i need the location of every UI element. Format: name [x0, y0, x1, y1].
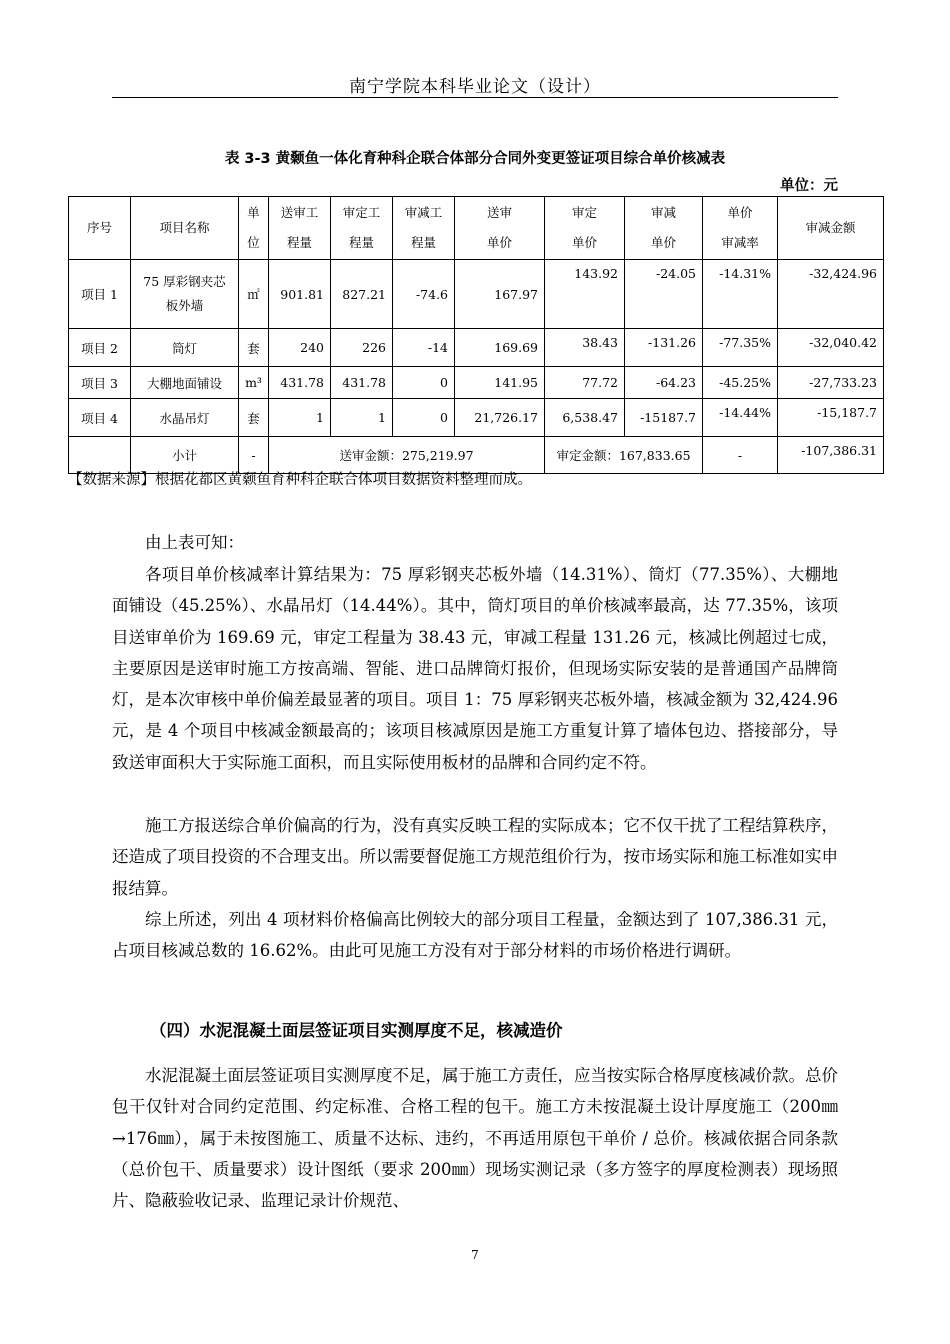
body-paragraph: 施工方报送综合单价偏高的行为，没有真实反映工程的实际成本；它不仅干扰了工程结算秩序，还造成了项目投资的不合理支出。所以需要督促施工方规范组价行为，按市场实际和施工标准如实申报结算。 — [112, 816, 838, 898]
subtotal-unit: - — [239, 437, 269, 474]
table-row — [69, 260, 884, 329]
cell-seq: 项目 4 — [69, 399, 131, 437]
data-source-note: 【数据来源】根据花都区黄颡鱼育种科企联合体项目数据资料整理而成。 — [68, 472, 532, 488]
table-row — [69, 329, 884, 367]
table-caption: 表 3-3 黄颡鱼一体化育种科企联合体部分合同外变更签证项目综合单价核减表 — [224, 151, 726, 167]
cell-approved-qty: 226 — [331, 329, 393, 367]
cell-reduction-amount: -32,424.96 — [778, 260, 884, 329]
body-paragraph: 水泥混凝土面层签证项目实测厚度不足，属于施工方责任，应当按实际合格厚度核减价款。总价包干仅针对合同约定范围、约定标准、合格工程的包干。施工方未按混凝土设计厚度施工（200㎜→176㎜），属于未按图施工、质量不达标、违约，不再适用原包干单价 / 总价。核减依据合同条款（总价包干、质量要求）设计图纸（要求 200㎜）现场实测记录（多方签字的厚度检测表）现场照片、隐蔽验收记录、监理记录计价规范、 — [112, 1066, 838, 1211]
header-unit: 单 位 — [239, 197, 269, 260]
header-reduced-price: 审减 单价 — [625, 197, 703, 260]
header-rule — [112, 97, 838, 98]
cell-reduced-qty: 0 — [393, 399, 455, 437]
cell-reduction-rate: -77.35% — [703, 329, 778, 367]
cell-approved-qty: 1 — [331, 399, 393, 437]
cell-submitted-price: 169.69 — [455, 329, 545, 367]
subtotal-reduction-amount: -107,386.31 — [778, 437, 884, 474]
page-number: 7 — [471, 1248, 479, 1262]
cell-reduction-amount: -15,187.7 — [778, 399, 884, 437]
cell-seq: 项目 2 — [69, 329, 131, 367]
cell-unit: 套 — [239, 329, 269, 367]
subtotal-submitted-amount: 送审金额：275,219.97 — [269, 437, 545, 474]
cell-reduction-rate: -14.44% — [703, 399, 778, 437]
body-paragraph: 综上所述，列出 4 项材料价格偏高比例较大的部分项目工程量，金额达到了 107,386.31 元，占项目核减总数的 16.62%。由此可见施工方没有对于部分材料的市场价格进行调研。 — [112, 910, 838, 961]
subtotal-label: 小计 — [131, 437, 239, 474]
table-header-row — [69, 197, 884, 260]
cell-seq: 项目 1 — [69, 260, 131, 329]
cell-submitted-price: 167.97 — [455, 260, 545, 329]
header-name: 项目名称 — [131, 197, 239, 260]
cell-approved-price: 38.43 — [545, 329, 625, 367]
subtotal-rate: - — [703, 437, 778, 474]
cell-submitted-price: 141.95 — [455, 367, 545, 399]
header-seq: 序号 — [69, 197, 131, 260]
section-heading: （四）水泥混凝土面层签证项目实测厚度不足，核减造价 — [150, 1021, 563, 1040]
header-approved-price: 审定 单价 — [545, 197, 625, 260]
cell-submitted-price: 21,726.17 — [455, 399, 545, 437]
cell-unit: 套 — [239, 399, 269, 437]
table-row — [69, 399, 884, 437]
cell-name: 水晶吊灯 — [131, 399, 239, 437]
cell-name: 75 厚彩钢夹芯 板外墙 — [131, 260, 239, 329]
cell-reduced-price: -24.05 — [625, 260, 703, 329]
cell-reduction-amount: -27,733.23 — [778, 367, 884, 399]
cell-unit: ㎡ — [239, 260, 269, 329]
cell-reduction-amount: -32,040.42 — [778, 329, 884, 367]
cell-approved-price: 143.92 — [545, 260, 625, 329]
cell-name: 大棚地面铺设 — [131, 367, 239, 399]
header-reduced-qty: 审减工 程量 — [393, 197, 455, 260]
running-header: 南宁学院本科毕业论文（设计） — [349, 77, 601, 97]
table-row — [69, 367, 884, 399]
header-reduction-rate: 单价 审减率 — [703, 197, 778, 260]
header-submitted-price: 送审 单价 — [455, 197, 545, 260]
cell-reduction-rate: -14.31% — [703, 260, 778, 329]
cell-reduced-qty: 0 — [393, 367, 455, 399]
cell-submitted-qty: 1 — [269, 399, 331, 437]
cell-submitted-qty: 240 — [269, 329, 331, 367]
cell-submitted-qty: 431.78 — [269, 367, 331, 399]
cell-reduced-qty: -14 — [393, 329, 455, 367]
header-reduction-amount: 审减金额 — [778, 197, 884, 260]
header-submitted-qty: 送审工 程量 — [269, 197, 331, 260]
cell-reduced-price: -15187.7 — [625, 399, 703, 437]
price-reduction-table — [68, 196, 884, 474]
cell-approved-qty: 431.78 — [331, 367, 393, 399]
cell-name: 筒灯 — [131, 329, 239, 367]
cell-reduced-price: -64.23 — [625, 367, 703, 399]
table-unit-label: 单位：元 — [780, 178, 838, 194]
cell-approved-qty: 827.21 — [331, 260, 393, 329]
cell-reduced-qty: -74.6 — [393, 260, 455, 329]
header-approved-qty: 审定工 程量 — [331, 197, 393, 260]
cell-reduced-price: -131.26 — [625, 329, 703, 367]
body-paragraph: 由上表可知： — [145, 533, 244, 552]
subtotal-approved-amount: 审定金额：167,833.65 — [545, 437, 703, 474]
cell-reduction-rate: -45.25% — [703, 367, 778, 399]
cell-seq: 项目 3 — [69, 367, 131, 399]
cell-unit: m³ — [239, 367, 269, 399]
body-paragraph: 各项目单价核减率计算结果为：75 厚彩钢夹芯板外墙（14.31%）、筒灯（77.35%）、大棚地面铺设（45.25%）、水晶吊灯（14.44%）。其中，筒灯项目的单价核减率最高，达 77.35%，该项目送审单价为 169.69 元，审定工程量为 38.43 元，审减工程量 131.26 元，核减比例超过七成，主要原因是送审时施工方按高端、智能、进口品牌筒灯报价，但现场实际安装的是普通国产品牌筒灯，是本次审核中单价偏差最显著的项目。项目 1：75 厚彩钢夹芯板外墙，核减金额为 32,424.96 元，是 4 个项目中核减金额最高的；该项目核减原因是施工方重复计算了墙体包边、搭接部分，导致送审面积大于实际施工面积，而且实际使用板材的品牌和合同约定不符。 — [112, 565, 838, 772]
cell-submitted-qty: 901.81 — [269, 260, 331, 329]
cell-approved-price: 6,538.47 — [545, 399, 625, 437]
cell-approved-price: 77.72 — [545, 367, 625, 399]
